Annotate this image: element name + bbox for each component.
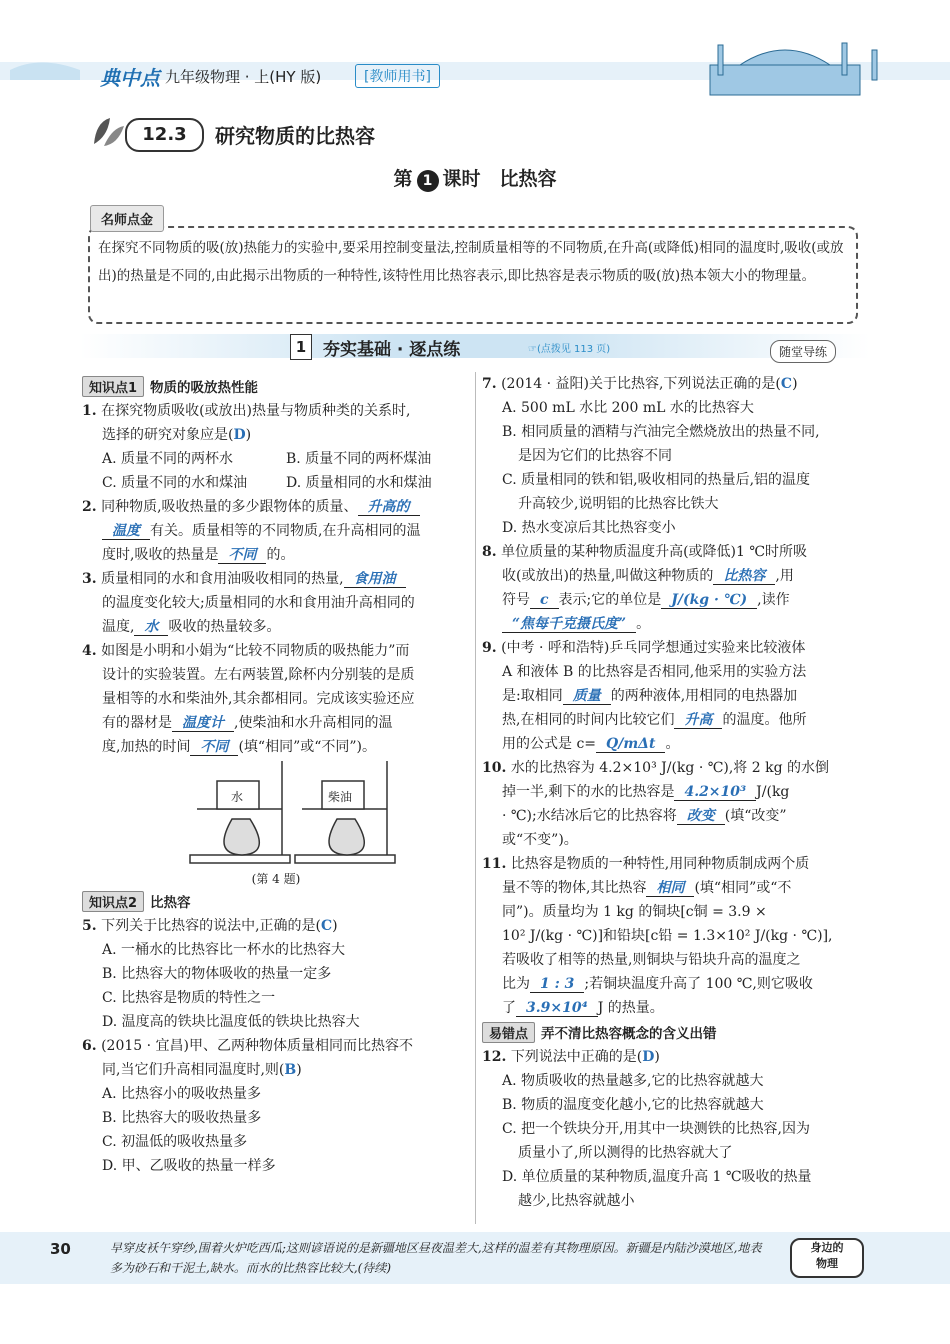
q-text: (中考 · 呼和浩特)乒乓同学想通过实验来比较液体 [501, 640, 806, 656]
lesson-prefix: 第 [393, 168, 413, 190]
q-text: 10² J/(kg · ℃)]和铅块[c铅 = 1.3×10² J/(kg · ℃)], [502, 928, 833, 944]
q-text: 了 [502, 1000, 516, 1016]
kp-title: 比热容 [150, 895, 191, 911]
option: B. 比热容大的吸收热量多 [102, 1110, 262, 1126]
q-text: (2014 · 益阳)关于比热容,下列说法正确的是( [501, 376, 781, 392]
option: A. 500 mL 水比 200 mL 水的比热容大 [502, 400, 754, 416]
option: A. 一桶水的比热容比一杯水的比热容大 [102, 942, 346, 958]
q-text: 质量相同的水和食用油吸收相同的热量, [101, 571, 344, 587]
answer: 相同 [646, 880, 694, 897]
q-text: 单位质量的某种物质温度升高(或降低)1 ℃时所吸 [501, 544, 808, 560]
q-text: 用的公式是 c= [502, 736, 597, 752]
badge-line-2: 物理 [816, 1257, 838, 1270]
q-text: A 和液体 B 的比热容是否相同,他采用的实验方法 [502, 664, 807, 680]
q-text: 是:取相同 [502, 688, 563, 704]
q-text: 下列关于比热容的说法中,正确的是( [101, 918, 321, 934]
section-banner [80, 334, 870, 358]
footer-badge [790, 1238, 864, 1278]
option: C. 质量相同的铁和铝,吸收相同的热量后,铝的温度 [502, 472, 811, 488]
q-text: 的温度。他所 [722, 712, 807, 728]
q-text: 吸收的热量较多。 [168, 619, 281, 635]
q-number: 1. [82, 403, 97, 419]
book-title: 九年级物理 · 上(HY 版) [165, 68, 322, 86]
tip-label: 名师点金 [90, 205, 164, 232]
column-divider [475, 372, 476, 1224]
q-text: 的。 [266, 547, 295, 563]
right-column [482, 372, 872, 1213]
answer: “焦每千克摄氏度” [502, 616, 636, 633]
q-text: · ℃);水结冰后它的比热容将 [502, 808, 677, 824]
q-text: 收(或放出)的热量,叫做这种物质的 [502, 568, 714, 584]
q-text: 若吸收了相等的热量,则铜块与铅块升高的温度之 [502, 952, 801, 968]
q-text: ,使柴油和水升高相同的温 [234, 715, 393, 731]
option: A. 物质吸收的热量越多,它的比热容就越大 [502, 1073, 764, 1089]
footer-note: 早穿皮袄午穿纱,围着火炉吃西瓜;这则谚语说的是新疆地区昼夜温差大,这样的温差有其物理原因。新疆是内陆沙漠地区,地表多为砂石和干泥土,缺水。而水的比热容比较大,(待续) [110, 1241, 762, 1275]
q-text: 选择的研究对象应是( [102, 427, 234, 443]
option: D. 质量相同的水和煤油 [286, 475, 432, 491]
question-2 [82, 495, 470, 567]
answer: 不同 [190, 739, 238, 756]
answer: Q/mΔt [596, 736, 665, 753]
answer: D [642, 1049, 655, 1065]
option: A. 质量不同的两杯水 [102, 451, 234, 467]
option: C. 初温低的吸收热量多 [102, 1134, 248, 1150]
option: C. 比热容是物质的特性之一 [102, 990, 276, 1006]
q-number: 2. [82, 499, 97, 515]
q-text: 掉一半,剩下的水的比热容是 [502, 784, 675, 800]
q-text: ) [296, 1062, 302, 1078]
q-text: ;若铜块温度升高了 100 ℃,则它吸收 [584, 976, 813, 992]
error-point [482, 1022, 872, 1045]
kp-tag: 知识点2 [82, 891, 144, 912]
answer: 不同 [218, 547, 266, 564]
answer: C [780, 376, 793, 392]
option: B. 质量不同的两杯煤油 [286, 451, 432, 467]
answer: 水 [134, 619, 168, 636]
q-text: 量相等的水和柴油外,其余都相同。完成该实验还应 [102, 691, 415, 707]
option: 升高较少,说明铝的比热容比铁大 [518, 496, 719, 512]
q-text: 的两种液体,用相同的电热器加 [610, 688, 798, 704]
answer: c [530, 592, 559, 609]
kp-tag: 易错点 [482, 1022, 535, 1043]
page-number: 30 [50, 1240, 71, 1258]
q-text: ) [245, 427, 252, 443]
q-text: 如图是小明和小娟为“比较不同物质的吸热能力”而 [101, 643, 410, 659]
q-text: 在探究物质吸收(或放出)热量与物质种类的关系时, [101, 403, 411, 419]
q-number: 12. [482, 1049, 507, 1065]
q-number: 4. [82, 643, 97, 659]
q-number: 7. [482, 376, 497, 392]
edition-tag: [教师用书] [355, 64, 440, 88]
q-text: 符号 [502, 592, 530, 608]
q-text: (填“改变” [724, 808, 787, 824]
q-text: 度,加热的时间 [102, 739, 191, 755]
tip-text: 在探究不同物质的吸(放)热能力的实验中,要采用控制变量法,控制质量相等的不同物质,在升高(或降低)相同的温度时,吸收(或放出)的热量是不同的,由此揭示出物质的一种特性,该特性用比热容表示,即比热容是表示物质的吸(放)热本领大小的物理量。 [98, 240, 844, 284]
question-3 [82, 567, 470, 639]
option: 质量小了,所以测得的比热容就大了 [518, 1145, 733, 1161]
answer: 改变 [677, 808, 725, 825]
answer: D [233, 427, 246, 443]
q-text: 水的比热容为 4.2×10³ J/(kg · ℃),将 2 kg 的水倒 [510, 760, 829, 776]
q-text: (填“相同”或“不 [694, 880, 792, 896]
section-title: 研究物质的比热容 [215, 124, 375, 148]
q-number: 8. [482, 544, 497, 560]
q-number: 6. [82, 1038, 97, 1054]
option: B. 相同质量的酒精与汽油完全燃烧放出的热量不同, [502, 424, 820, 440]
q-number: 5. [82, 918, 97, 934]
q-text: 有关。质量相等的不同物质,在升高相同的温 [150, 523, 421, 539]
brand-logo: 典中点 [100, 66, 160, 90]
q-text: J/(kg [756, 784, 790, 800]
answer: 3.9×10⁴ [516, 1000, 598, 1017]
question-1 [82, 399, 470, 495]
answer: 温度 [102, 523, 150, 540]
answer: 4.2×10³ [674, 784, 756, 801]
q-text: 度时,吸收的热量是 [102, 547, 219, 563]
q-text: 。 [636, 616, 651, 632]
heating-apparatus-icon [82, 759, 470, 869]
knowledge-point-2 [82, 891, 470, 914]
figure-label-water: 水 [231, 790, 244, 804]
answer: C [321, 918, 333, 934]
answer: B [284, 1062, 297, 1078]
lesson-suffix: 课时 比热容 [442, 168, 557, 190]
left-column [82, 376, 470, 1178]
lesson-number: 1 [417, 170, 439, 192]
option: D. 热水变凉后其比热容变小 [502, 520, 676, 536]
tip-box [88, 226, 858, 324]
question-9 [482, 636, 872, 756]
option: C. 把一个铁块分开,用其中一块测铁的比热容,因为 [502, 1121, 811, 1137]
q-text: ,读作 [757, 592, 790, 608]
q-text: 同,当它们升高相同温度时,则( [102, 1062, 285, 1078]
q-text: 比为 [502, 976, 530, 992]
question-8 [482, 540, 872, 636]
option: 越少,比热容就越小 [518, 1193, 635, 1209]
option: A. 比热容小的吸收热量多 [102, 1086, 262, 1102]
answer: 升高的 [358, 499, 420, 516]
answer: J/(kg · ℃) [661, 592, 757, 609]
figure-label-diesel: 柴油 [328, 790, 353, 804]
q-text: ) [332, 918, 338, 934]
question-6 [82, 1034, 470, 1178]
question-7 [482, 372, 872, 540]
option: D. 甲、乙吸收的热量一样多 [102, 1158, 276, 1174]
q-text: 有的器材是 [102, 715, 172, 731]
q-text: 。 [665, 736, 680, 752]
kp-tag: 知识点1 [82, 376, 144, 397]
option: 是因为它们的比热容不同 [518, 448, 672, 464]
q-text: J 的热量。 [597, 1000, 664, 1016]
option: D. 单位质量的某种物质,温度升高 1 ℃吸收的热量 [502, 1169, 812, 1185]
answer: 1 : 3 [530, 976, 584, 993]
q-number: 11. [482, 856, 507, 872]
question-10 [482, 756, 872, 852]
question-5 [82, 914, 470, 1034]
question-12 [482, 1045, 872, 1213]
banner-tag: 随堂导练 [770, 340, 836, 363]
option: B. 物质的温度变化越小,它的比热容就越大 [502, 1097, 764, 1113]
q-text: 下列说法中正确的是( [510, 1049, 643, 1065]
q-text: 温度, [102, 619, 135, 635]
answer: 比热容 [713, 568, 775, 585]
question-11 [482, 852, 872, 1020]
kp-title: 弄不清比热容概念的含义出错 [541, 1026, 717, 1042]
banner-reference: ☞(点拨见 113 页) [528, 344, 611, 355]
question-4 [82, 639, 470, 759]
q-number: 9. [482, 640, 497, 656]
badge-line-1: 身边的 [810, 1241, 844, 1254]
q-text: 热,在相同的时间内比较它们 [502, 712, 675, 728]
knowledge-point-1 [82, 376, 470, 399]
q-text: (填“相同”或“不同”)。 [238, 739, 377, 755]
option: C. 质量不同的水和煤油 [102, 475, 248, 491]
q-text: 设计的实验装置。左右两装置,除杯内分别装的是质 [102, 667, 415, 683]
answer: 升高 [674, 712, 722, 729]
q-text: 同”)。质量均为 1 kg 的铜块[c铜 = 3.9 × [502, 904, 767, 920]
option: B. 比热容大的物体吸收的热量一定多 [102, 966, 332, 982]
section-number: 12.3 [125, 118, 204, 152]
option: D. 温度高的铁块比温度低的铁块比热容大 [102, 1014, 360, 1030]
figure-4 [82, 759, 470, 891]
answer: 食用油 [344, 571, 406, 588]
q-text: 的温度变化较大;质量相同的水和食用油升高相同的 [102, 595, 415, 611]
lesson-title [0, 164, 950, 192]
answer: 温度计 [172, 715, 234, 732]
q-text: 或“不变”)。 [502, 832, 578, 848]
q-text: 表示;它的单位是 [558, 592, 662, 608]
figure-caption: (第 4 题) [251, 872, 301, 886]
q-text: (2015 · 宜昌)甲、乙两种物体质量相同而比热容不 [101, 1038, 413, 1054]
q-text: ) [792, 376, 798, 392]
kp-title: 物质的吸放热性能 [150, 380, 259, 396]
q-text: ) [654, 1049, 660, 1065]
q-number: 3. [82, 571, 97, 587]
answer: 质量 [563, 688, 611, 705]
q-text: 同种物质,吸收热量的多少跟物体的质量、 [101, 499, 358, 515]
q-text: 比热容是物质的一种特性,用同种物质制成两个质 [510, 856, 810, 872]
q-text: 量不等的物体,其比热容 [502, 880, 647, 896]
banner-title: 夯实基础 · 逐点练 [323, 340, 461, 360]
q-text: ,用 [775, 568, 794, 584]
q-number: 10. [482, 760, 507, 776]
banner-number: 1 [290, 334, 312, 360]
leaf-icon [90, 114, 126, 150]
